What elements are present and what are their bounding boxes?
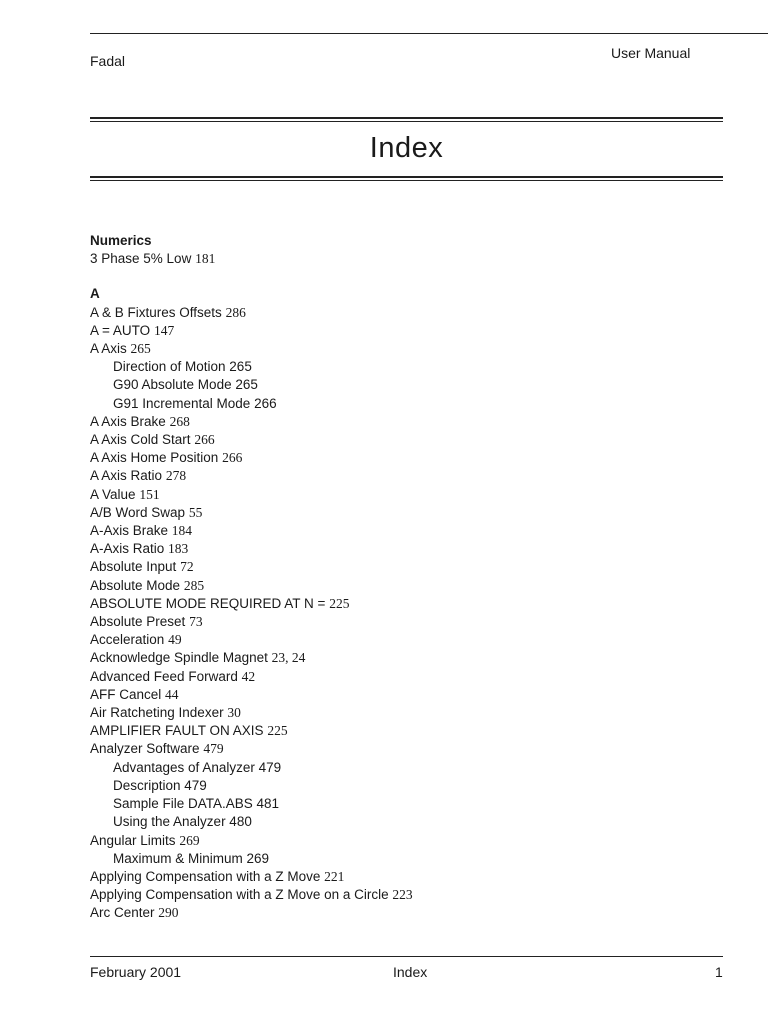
index-entry bbox=[90, 577, 730, 595]
title-rule-top-thin bbox=[90, 121, 723, 122]
index-entry bbox=[90, 540, 730, 558]
header-doc-title: User Manual bbox=[611, 45, 691, 61]
index-entry-text: Acknowledge Spindle Magnet bbox=[90, 650, 268, 666]
index-entry bbox=[90, 649, 730, 667]
index-entry bbox=[90, 522, 730, 540]
index-subentry bbox=[90, 795, 730, 813]
index-entry-text: Using the Analyzer 480 bbox=[113, 814, 252, 830]
index-entry-pages: 23, 24 bbox=[271, 650, 306, 666]
index-entry bbox=[90, 431, 730, 449]
index-entry bbox=[90, 340, 730, 358]
index-entry-pages: 223 bbox=[392, 887, 413, 903]
index-entry-pages: 225 bbox=[329, 595, 350, 611]
index-subentry bbox=[90, 777, 730, 795]
index-entry-pages: 184 bbox=[171, 523, 193, 539]
index-subentry bbox=[90, 395, 730, 413]
index-entry-text: ABSOLUTE MODE REQUIRED AT N = bbox=[90, 595, 326, 611]
index-section-heading: Numerics bbox=[90, 233, 152, 248]
index-entry bbox=[90, 704, 730, 722]
index-entry-text: A Axis Cold Start bbox=[90, 432, 191, 448]
index-entry-pages: 265 bbox=[130, 341, 151, 357]
index-entry-pages: 285 bbox=[183, 577, 205, 593]
index-entry bbox=[90, 595, 730, 613]
index-entry-text: G90 Absolute Mode 265 bbox=[113, 377, 258, 393]
index-entry-text: AFF Cancel bbox=[90, 686, 162, 702]
index-entry-text: A Axis Brake bbox=[90, 413, 166, 429]
footer-rule bbox=[90, 956, 723, 957]
index-entry-text: A Axis Ratio bbox=[90, 468, 163, 484]
index-entry-text: A/B Word Swap bbox=[90, 504, 186, 520]
index-entry bbox=[90, 504, 730, 522]
page-title: Index bbox=[369, 132, 444, 164]
index-entry-text: A Axis bbox=[90, 341, 127, 357]
index-entry bbox=[90, 868, 730, 886]
index-entry-pages: 181 bbox=[195, 251, 216, 267]
index-entry-pages: 269 bbox=[179, 832, 200, 848]
index-entry-text: Maximum & Minimum 269 bbox=[113, 850, 270, 866]
index-entry-pages: 266 bbox=[194, 432, 215, 448]
index-entry-pages: 44 bbox=[165, 686, 179, 702]
index-entry-pages: 49 bbox=[168, 632, 182, 648]
header-company: Fadal bbox=[90, 53, 126, 69]
index-entry-pages: 266 bbox=[222, 450, 243, 466]
index-entry-pages: 73 bbox=[189, 614, 203, 630]
index-subentry bbox=[90, 358, 730, 376]
index-entry-text: Absolute Preset bbox=[90, 614, 186, 630]
index-entry-text: Absolute Input bbox=[90, 559, 177, 575]
index-entry-pages: 225 bbox=[267, 723, 288, 739]
index-entry bbox=[90, 322, 730, 340]
index-entry bbox=[90, 832, 730, 850]
index-entry-text: Applying Compensation with a Z Move on a Circle bbox=[90, 887, 389, 903]
title-rule-bottom bbox=[90, 176, 723, 178]
index-subentry bbox=[90, 376, 730, 394]
index-entry bbox=[90, 631, 730, 649]
index-entry bbox=[90, 449, 730, 467]
index-subentry bbox=[90, 759, 730, 777]
index-section-heading: A bbox=[90, 286, 100, 302]
index-entry-text: Advanced Feed Forward bbox=[90, 668, 238, 684]
index-entry bbox=[90, 886, 730, 904]
footer-date: February 2001 bbox=[90, 964, 182, 980]
index-entry-text: Direction of Motion 265 bbox=[113, 359, 252, 375]
footer-section: Index bbox=[393, 964, 428, 980]
index-entry bbox=[90, 250, 730, 268]
index-entry bbox=[90, 668, 730, 686]
index-entry bbox=[90, 722, 730, 740]
index-entry bbox=[90, 904, 730, 922]
title-rule-bottom-thin bbox=[90, 180, 723, 181]
index-entry bbox=[90, 467, 730, 485]
section-gap bbox=[90, 268, 730, 285]
index-entry-text: Air Ratcheting Indexer bbox=[90, 705, 224, 721]
index-entry-text: A & B Fixtures Offsets bbox=[90, 304, 222, 320]
index-entry-text: Angular Limits bbox=[90, 832, 176, 848]
index-subentry bbox=[90, 850, 730, 868]
index-entry-pages: 72 bbox=[180, 559, 194, 575]
index-entry-text: A = AUTO bbox=[90, 322, 151, 338]
index-entry-text: Advantages of Analyzer 479 bbox=[113, 759, 282, 775]
index-entry-text: A Value bbox=[90, 486, 136, 502]
index-entry-pages: 268 bbox=[169, 413, 190, 429]
index-entry-text: Analyzer Software bbox=[90, 741, 200, 757]
index-entry-pages: 278 bbox=[165, 468, 187, 484]
index-entry-text: A-Axis Ratio bbox=[90, 541, 165, 557]
index-entry-pages: 183 bbox=[168, 541, 189, 557]
index-entry bbox=[90, 413, 730, 431]
index-entry bbox=[90, 486, 730, 504]
index-entry-pages: 30 bbox=[227, 705, 241, 721]
index-entry-text: A-Axis Brake bbox=[90, 523, 169, 539]
index-entry bbox=[90, 740, 730, 758]
index-entry-pages: 147 bbox=[153, 322, 175, 338]
index-entry-text: 3 Phase 5% Low bbox=[90, 251, 192, 267]
index-entry bbox=[90, 613, 730, 631]
index-entry-pages: 290 bbox=[158, 905, 179, 921]
index-entry-text: G91 Incremental Mode 266 bbox=[113, 395, 277, 411]
title-block bbox=[90, 117, 723, 181]
index-entry-pages: 151 bbox=[139, 486, 160, 502]
index-entry-pages: 42 bbox=[241, 668, 256, 684]
index-entry-text: Arc Center bbox=[90, 905, 155, 921]
index-entry-text: Applying Compensation with a Z Move bbox=[90, 868, 321, 884]
index-entry-pages: 221 bbox=[324, 868, 345, 884]
index-entry-text: Absolute Mode bbox=[90, 577, 181, 593]
index-entry-text: Acceleration bbox=[90, 632, 165, 648]
index-entry bbox=[90, 558, 730, 576]
footer-page-number: 1 bbox=[715, 964, 723, 980]
index-entry-text: Sample File DATA.ABS 481 bbox=[113, 796, 280, 812]
index-entry bbox=[90, 686, 730, 704]
index-entry-pages: 55 bbox=[188, 504, 203, 520]
index-list bbox=[90, 232, 730, 923]
index-entry bbox=[90, 304, 730, 322]
index-subentry bbox=[90, 813, 730, 831]
index-entry-text: Description 479 bbox=[113, 777, 207, 793]
title-rule-top bbox=[90, 117, 723, 119]
header-rule bbox=[90, 33, 768, 34]
index-entry-pages: 286 bbox=[225, 304, 246, 320]
index-entry-pages: 479 bbox=[203, 741, 224, 757]
index-entry-text: AMPLIFIER FAULT ON AXIS bbox=[90, 723, 264, 739]
index-entry-text: A Axis Home Position bbox=[90, 450, 219, 466]
